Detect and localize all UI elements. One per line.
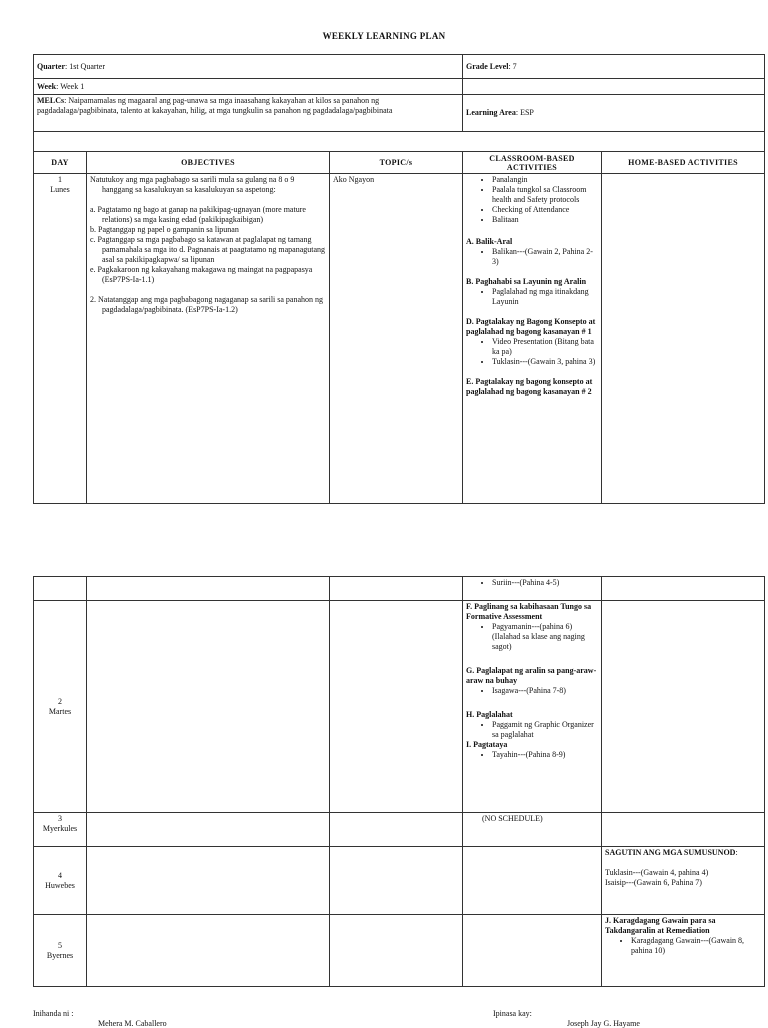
day1-classroom <box>463 174 602 504</box>
list-item: • Isagawa---(Pahina 7-8) <box>492 686 598 696</box>
day1-objectives: Natutukoy ang mga pagbabago sa sarili mula sa gulang na 8 o 9 hanggang sa kasalukuyan sa kasalukuyan sa aspetong: a. Pagtatamo ng bago at ganap na pakikipag-ugnayan (more mature relations) sa mga kasing edad (pakikipagkaibigan) b. Pagtanggap ng papel o gampanin sa lipunan c. Pagtanggap sa mga pagbabago sa katawan at paglalapat ng tamang pamamahala sa mga ito d. Pagnanais at paagtatamo ng mapanagutang asal sa pakikipagkapwa/ sa lipunan e. Pagkakaroon ng kakayahang makagawa ng maingat na pagpapasya (EsP7PS-Ia-1.1) 2. Natatanggap ang mga pagbabagong nagaganap sa sarili sa panahon ng pagdadalaga/pagbibinata. (EsP7PS-Ia-1.2) <box>87 174 330 504</box>
header-day: DAY <box>34 152 87 174</box>
page-title: WEEKLY LEARNING PLAN <box>322 31 446 41</box>
week-empty-cell <box>463 79 765 95</box>
section-a: A. Balik-Aral <box>466 237 513 246</box>
learning-area-cell: Learning Area: ESP <box>463 95 765 132</box>
day1-topic: Ako Ngayon <box>330 174 463 504</box>
continued-classroom <box>463 577 602 601</box>
section-e: E. Pagtalakay ng bagong konsepto at paglalahad ng bagong kasanayan # 2 <box>466 377 593 396</box>
section-f: F. Paglinang sa kabihasaan Tungo sa Formative Assessment <box>466 602 592 621</box>
list-item: • Paglalahad ng mga itinakdang Layunin <box>492 287 598 307</box>
section-j: J. Karagdagang Gawain para sa Takdangaralin at Remediation <box>605 916 716 935</box>
quarter-cell: Quarter: 1st Quarter <box>34 55 463 79</box>
list-item: • Tuklasin---(Gawain 3, pahina 3) <box>492 357 598 367</box>
day2-classroom <box>463 601 602 813</box>
weekly-plan-table-continued <box>33 576 765 987</box>
melcs-row <box>34 95 765 132</box>
day5-home <box>602 915 765 987</box>
section-h: H. Paglalahat <box>466 710 513 719</box>
list-item: • Balikan---(Gawain 2, Pahina 2-3) <box>492 247 598 267</box>
day1-row <box>34 174 765 504</box>
section-i: I. Pagtataya <box>466 740 508 749</box>
melcs-cell: MELCs: Naipamamalas ng magaaral ang pag-unawa sa mga inaasahang kakayahan at kilos sa panahon ng pagdadalaga/pagbibinata, talento at kakayahan, hilig, at mga tungkulin sa panahon ng pagdadalaga/pagbibinata <box>34 95 463 132</box>
list-item: • Checking of Attendance <box>492 205 598 215</box>
day3-cell: 3 Myerkules <box>34 813 87 847</box>
weekly-plan-table <box>33 54 765 504</box>
day4-home: SAGUTIN ANG MGA SUMUSUNOD: Tuklasin---(Gawain 4, pahina 4) Isaisip---(Gawain 6, Pahina 7) <box>602 847 765 915</box>
list-item: • Paggamit ng Graphic Organizer sa paglalahat <box>492 720 598 740</box>
header-classroom: CLASSROOM-BASED ACTIVITIES <box>463 152 602 174</box>
list-item: • Suriin---(Pahina 4-5) <box>492 578 598 588</box>
section-g: G. Paglalapat ng aralin sa pang-araw-araw na buhay <box>466 666 597 685</box>
section-b: B. Paghahabi sa Layunin ng Aralin <box>466 277 587 286</box>
day1-cell: 1 Lunes <box>34 174 87 504</box>
day4-row <box>34 847 765 915</box>
day3-classroom: (NO SCHEDULE) <box>463 813 602 847</box>
intro-list <box>466 175 598 225</box>
header-row <box>34 152 765 174</box>
day4-cell: 4 Huwebes <box>34 847 87 915</box>
header-objectives: OBJECTIVES <box>87 152 330 174</box>
week-cell: Week: Week 1 <box>34 79 463 95</box>
day2-row <box>34 601 765 813</box>
day2-cell: 2 Martes <box>34 601 87 813</box>
list-item: • Tayahin---(Pahina 8-9) <box>492 750 598 760</box>
day3-row <box>34 813 765 847</box>
submitted-to-label: Ipinasa kay: <box>493 1009 532 1018</box>
continued-row <box>34 577 765 601</box>
prepared-by-name: Mehera M. Caballero <box>98 1019 167 1028</box>
list-item: • Pagyamanin---(pahina 6) (Ilalahad sa klase ang naging sagot) <box>492 622 598 652</box>
header-topics: TOPIC/s <box>330 152 463 174</box>
week-row <box>34 79 765 95</box>
header-home: HOME-BASED ACTIVITIES <box>602 152 765 174</box>
section-d: D. Pagtalakay ng Bagong Konsepto at paglalahad ng bagong kasanayan # 1 <box>466 317 596 336</box>
list-item: • Paalala tungkol sa Classroom health and Safety protocols <box>492 185 598 205</box>
list-item: • Video Presentation (Bitang bata ka pa) <box>492 337 598 357</box>
grade-level-cell: Grade Level: 7 <box>463 55 765 79</box>
day5-row <box>34 915 765 987</box>
prepared-by-label: Inihanda ni : <box>33 1009 74 1018</box>
list-item: • Balitaan <box>492 215 598 225</box>
quarter-row <box>34 55 765 79</box>
list-item: • Karagdagang Gawain---(Gawain 8, pahina 10) <box>631 936 761 956</box>
spacer-row <box>34 132 765 152</box>
list-item: • Panalangin <box>492 175 598 185</box>
day5-cell: 5 Byernes <box>34 915 87 987</box>
submitted-to-name: Joseph Jay G. Hayame <box>567 1019 640 1028</box>
day1-home <box>602 174 765 504</box>
